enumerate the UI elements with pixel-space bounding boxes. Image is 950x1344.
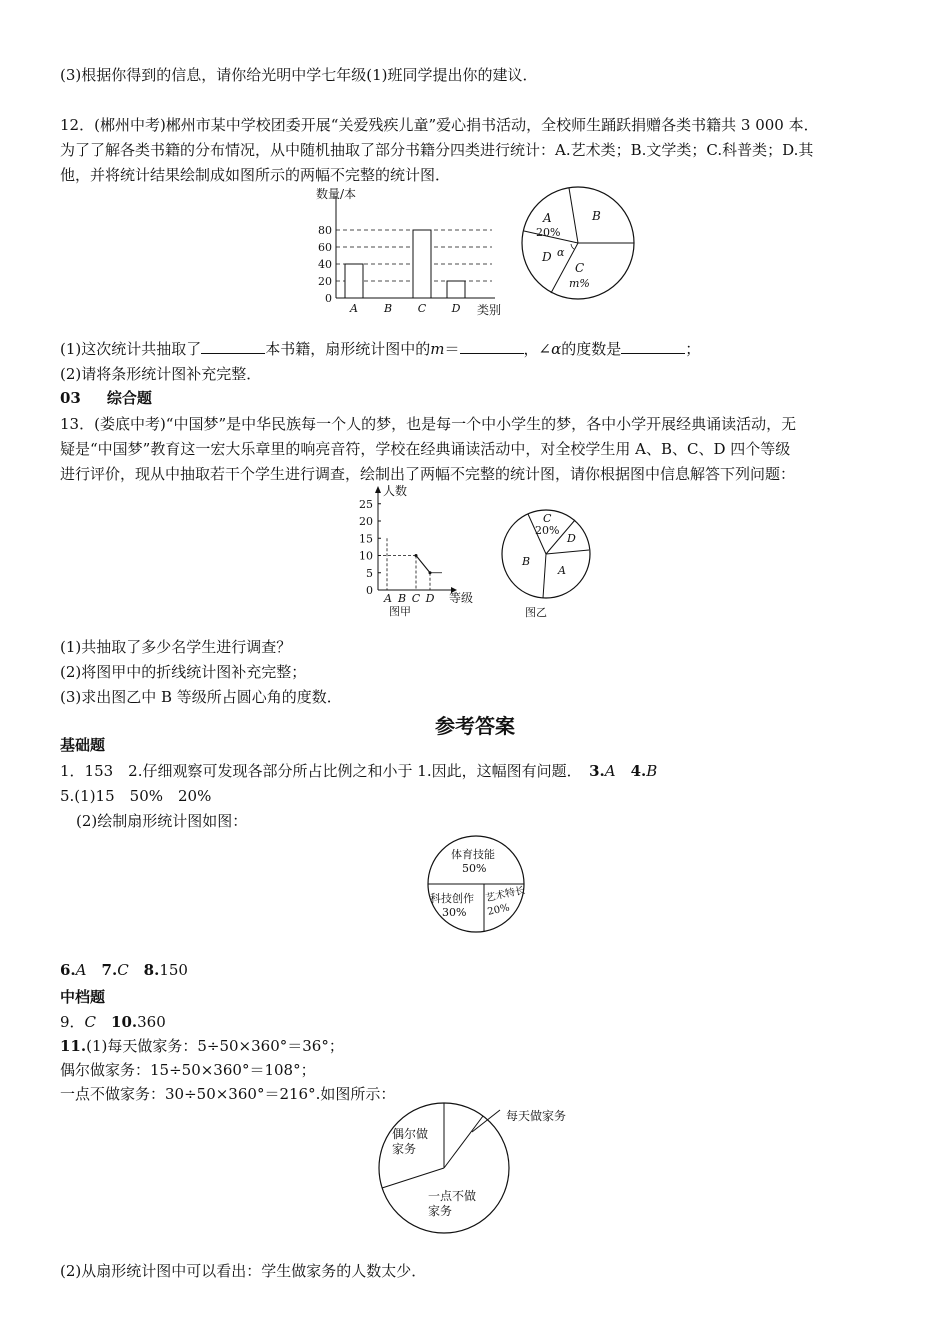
answer-line-11-2: 偶尔做家务：15÷50×360°＝108°； — [60, 1061, 316, 1079]
line-point-C — [415, 554, 418, 557]
line-xtick-label: C — [411, 592, 421, 605]
answer-line-11-3: 一点不做家务：30÷50×360°＝216°.如图所示： — [60, 1085, 396, 1103]
bar-ylabel: 数量/本 — [316, 187, 357, 201]
q13-pie-value-C: 20% — [535, 524, 560, 537]
q13-pie-label-C: C — [543, 512, 552, 525]
q12-pie-label-C: C — [575, 261, 585, 275]
line-ytick-label: 10 — [359, 549, 373, 563]
answer-line-11: 11.(1)每天做家务：5÷50×360°＝36°； — [60, 1037, 344, 1055]
answer-blank-1[interactable] — [201, 339, 265, 354]
answer-pie2-label-never-2: 家务 — [428, 1204, 453, 1218]
answer-pie2-divider-2 — [444, 1116, 483, 1168]
q13-line-chart — [345, 483, 495, 618]
q12-pie-value-C: m% — [569, 277, 590, 290]
q12-bar-chart — [300, 188, 530, 323]
line-xlabel: 等级 — [449, 591, 474, 605]
q13-line2: 疑是“中国梦”教育这一宏大乐章里的响亮音符，学校在经典诵读活动中，对全校学生用 A、B、C、D 四个等级 — [60, 440, 791, 458]
bar-xtick-label: C — [417, 302, 427, 315]
line-ytick-label: 20 — [359, 515, 373, 528]
line-title: 图甲 — [389, 605, 411, 618]
q13-pie-title: 图乙 — [525, 606, 547, 619]
line-xtick-label: D — [425, 592, 435, 605]
q12-pie-angle-label: α — [557, 246, 565, 259]
q12-pie-angle-arc — [571, 244, 574, 249]
answer-pie1-label-art: 艺术特长 — [484, 885, 527, 905]
bar-C — [413, 230, 431, 298]
bar-ytick-label: 0 — [325, 292, 332, 305]
q12-pie-chart — [520, 190, 650, 300]
q13-item3: (3)求出图乙中 B 等级所占圆心角的度数． — [60, 688, 342, 706]
bar-ytick-label: 20 — [318, 275, 332, 288]
answer-line-1: 1．153 2.仔细观察可发现各部分所占比例之和小于 1.因此，这幅图有问题． 3.A 4.B — [60, 762, 658, 780]
answer-pie1-value-tech: 30% — [442, 906, 467, 919]
q12-line3: 他，并将统计结果绘制成如图所示的两幅不完整的统计图． — [60, 166, 451, 184]
line-ytick-label: 0 — [366, 584, 373, 597]
q12-pie-divider-1 — [569, 188, 578, 243]
q13-line3: 进行评价，现从中抽取若干个学生进行调查，绘制出了两幅不完整的统计图，请你根据图中信息解答下列问题： — [60, 465, 796, 483]
line-ytick-label: 15 — [359, 532, 373, 546]
answer-blank-2[interactable] — [460, 339, 524, 354]
q13-pie-chart — [500, 508, 610, 628]
section-03-heading: 03 综合题 — [60, 389, 152, 407]
answer-pie1-value-art: 20% — [486, 902, 511, 918]
q12-pie-label-B: B — [592, 209, 601, 223]
line-ytick-label: 25 — [359, 497, 373, 511]
answers-mid-heading: 中档题 — [60, 988, 106, 1006]
bar-ytick-label: 40 — [318, 258, 332, 271]
bar-D — [447, 281, 465, 298]
line-segment-C-D — [416, 556, 430, 573]
bar-ytick-label: 80 — [318, 224, 332, 237]
q12-pie-value-A: 20% — [536, 226, 561, 239]
q12-line2: 为了了解各类书籍的分布情况，从中随机抽取了部分书籍分四类进行统计：A.艺术类；B.文学类；C.科普类；D.其 — [60, 141, 814, 159]
answer-pie2-divider-3 — [382, 1168, 444, 1188]
answer-pie1-label-sport: 体育技能 — [451, 848, 495, 861]
line-ytick-label: 5 — [366, 566, 373, 580]
q12-pie-label-D: D — [542, 250, 552, 264]
line-point-D — [429, 571, 432, 574]
answer-pie-chart-2 — [376, 1100, 616, 1240]
bar-xtick-label: A — [350, 302, 358, 315]
answer-line-11-4: (2)从扇形统计图中可以看出：学生做家务的人数太少． — [60, 1262, 427, 1280]
answers-basic-heading: 基础题 — [60, 736, 106, 754]
answer-pie1-label-tech: 科技创作 — [430, 892, 474, 905]
q13-pie-label-D: D — [567, 532, 576, 545]
answer-line-5: 5.(1)15 50% 20% — [60, 787, 212, 805]
answer-line-6: 6.A 7.C 8.150 — [60, 961, 188, 979]
answer-pie2-label-everyday: 每天做家务 — [506, 1109, 567, 1123]
answer-pie2-label-never-1: 一点不做 — [428, 1189, 477, 1203]
q13-pie-label-A: A — [558, 564, 566, 577]
line-ylabel: 人数 — [383, 484, 408, 498]
line-xtick-label: B — [397, 592, 407, 605]
answer-pie-chart-1 — [422, 836, 532, 936]
q13-pie-label-B: B — [522, 555, 531, 568]
q13-item1: (1)共抽取了多少名学生进行调查？ — [60, 638, 292, 656]
q12-item1: (1)这次统计共抽取了 本书籍，扇形统计图中的m＝ ，∠α的度数是 ； — [60, 340, 701, 358]
q13-item2: (2)将图甲中的折线统计图补充完整； — [60, 663, 307, 681]
q13-pie-divider-3 — [546, 550, 589, 554]
answer-pie2-label-sometimes-1: 偶尔做 — [392, 1127, 429, 1141]
q13-line1: 13．(娄底中考)“中国梦”是中华民族每一个人的梦，也是每一个中小学生的梦，各中小学开展经典诵读活动，无 — [60, 415, 797, 433]
q12-item2: (2)请将条形统计图补充完整． — [60, 365, 262, 383]
q13-pie-divider-4 — [543, 554, 546, 598]
answer-pie1-value-sport: 50% — [462, 862, 487, 875]
answer-line-5b: (2)绘制扇形统计图如图： — [76, 812, 248, 830]
bar-ytick-label: 60 — [318, 241, 332, 254]
answer-blank-3[interactable] — [621, 339, 685, 354]
answer-line-9: 9．C 10.360 — [60, 1013, 166, 1031]
bar-xlabel: 类别 — [477, 303, 502, 317]
answers-title: 参考答案 — [435, 714, 515, 738]
q12-pie-label-A: A — [543, 211, 552, 225]
bar-xtick-label: D — [451, 302, 461, 315]
bar-A — [345, 264, 363, 298]
answer-pie2-label-sometimes-2: 家务 — [392, 1142, 417, 1156]
q11-item3: (3)根据你得到的信息，请你给光明中学七年级(1)班同学提出你的建议． — [60, 66, 538, 84]
q12-line1: 12．(郴州中考)郴州市某中学校团委开展“关爱残疾儿童”爱心捐书活动，全校师生踊跃捐赠各类书籍共 3 000 本． — [60, 116, 819, 134]
line-y-arrow — [375, 486, 381, 493]
bar-xtick-label: B — [383, 302, 393, 315]
line-xtick-label: A — [384, 592, 392, 605]
